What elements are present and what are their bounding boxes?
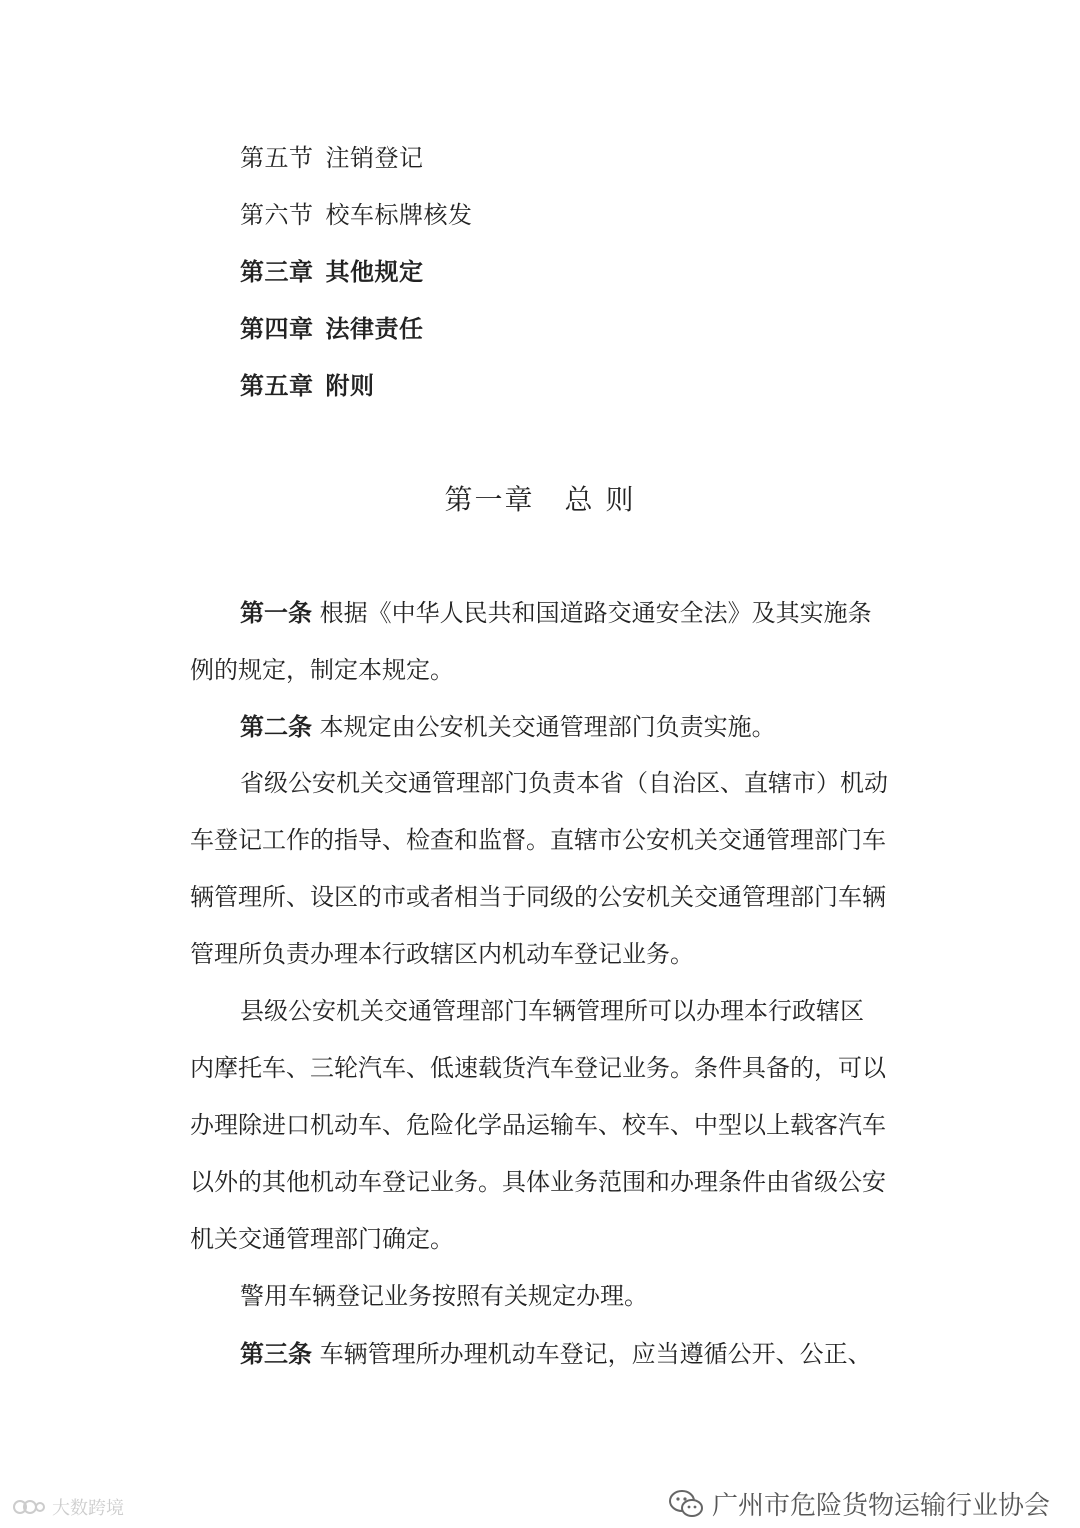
paragraph-line: 办理除进口机动车、危险化学品运输车、校车、中型以上载客汽车: [190, 1111, 886, 1139]
toc-number: 第四章: [240, 314, 314, 343]
article-label: 第二条: [240, 712, 312, 741]
paragraph-line: 警用车辆登记业务按照有关规定办理。: [240, 1282, 648, 1310]
article-label: 第一条: [240, 598, 312, 627]
toc-item-chapter-3: [240, 256, 424, 288]
toc-title: 法律责任: [325, 314, 424, 343]
chapter-number: 第一章: [444, 483, 535, 516]
toc-item-chapter-5: [240, 370, 375, 402]
brand-logo-icon: [12, 1496, 46, 1518]
article-3: [190, 1325, 890, 1383]
paragraph-line: 省级公安机关交通管理部门负责本省（自治区、直辖市）机动: [240, 769, 888, 797]
paragraph-line: 以外的其他机动车登记业务。具体业务范围和办理条件由省级公安: [190, 1168, 886, 1196]
toc-number: 第五节: [240, 144, 314, 172]
toc-title: 校车标牌核发: [325, 201, 473, 229]
paragraph-provincial: [190, 755, 890, 983]
article-text: 例的规定，制定本规定。: [190, 656, 454, 684]
paragraph-line: 管理所负责办理本行政辖区内机动车登记业务。: [190, 940, 694, 968]
bottom-right-watermark: [668, 1485, 1050, 1522]
toc-number: 第六节: [240, 201, 314, 229]
paragraph-line: 内摩托车、三轮汽车、低速载货汽车登记业务。条件具备的，可以: [190, 1054, 886, 1082]
paragraph-police: [190, 1268, 890, 1325]
toc-item-chapter-4: [240, 313, 424, 345]
toc-number: 第五章: [240, 371, 314, 400]
chapter-title: 总 则: [564, 483, 636, 516]
toc-title: 附则: [325, 371, 375, 400]
paragraph-line: 县级公安机关交通管理部门车辆管理所可以办理本行政辖区: [240, 997, 864, 1025]
article-text: 车辆管理所办理机动车登记，应当遵循公开、公正、: [319, 1340, 872, 1368]
paragraph-line: 辆管理所、设区的市或者相当于同级的公安机关交通管理部门车辆: [190, 883, 886, 911]
article-2: [190, 698, 890, 756]
bottom-left-watermark: [12, 1494, 124, 1520]
chapter-heading: [0, 480, 1080, 520]
paragraph-county: [190, 983, 890, 1268]
toc-title: 注销登记: [325, 144, 424, 172]
watermark-text: 大数跨境: [52, 1498, 124, 1519]
article-label: 第三条: [240, 1339, 312, 1368]
article-1: [190, 584, 890, 699]
toc-item-section-6: [240, 199, 473, 231]
wechat-icon: [668, 1489, 704, 1519]
paragraph-line: 机关交通管理部门确定。: [190, 1225, 454, 1253]
watermark-text: 广州市危险货物运输行业协会: [711, 1491, 1050, 1521]
article-text: 根据《中华人民共和国道路交通安全法》及其实施条: [319, 599, 872, 627]
toc-item-section-5: [240, 142, 424, 174]
article-text: 本规定由公安机关交通管理部门负责实施。: [319, 713, 776, 741]
paragraph-line: 车登记工作的指导、检查和监督。直辖市公安机关交通管理部门车: [190, 826, 886, 854]
toc-title: 其他规定: [325, 257, 424, 286]
toc-number: 第三章: [240, 257, 314, 286]
